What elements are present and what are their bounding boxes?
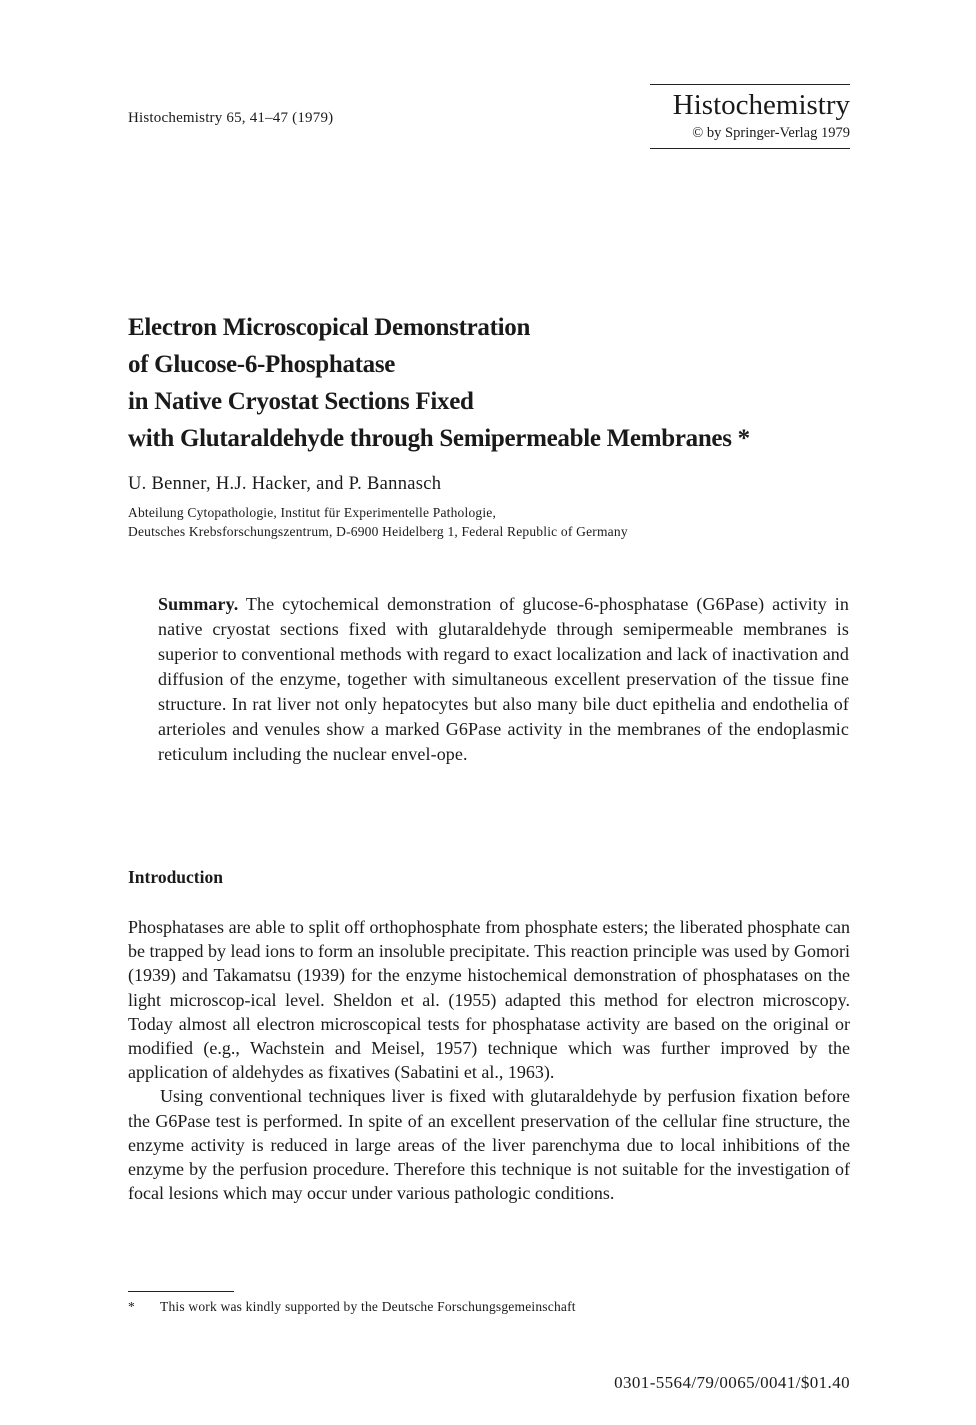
- affiliation-line: Abteilung Cytopathologie, Institut für Experimentelle Pathologie,: [128, 505, 497, 520]
- price-code: 0301-5564/79/0065/0041/$01.40: [614, 1373, 850, 1392]
- affiliation-line: Deutsches Krebsforschungszentrum, D-6900 Heidelberg 1, Federal Republic of Germany: [128, 524, 628, 539]
- masthead-bottom-rule: [650, 148, 850, 149]
- summary-abstract: [158, 592, 849, 767]
- summary-text: The cytochemical demonstration of glucose-6-phosphatase (G6Pase) activity in native cryostat sections fixed with glutaraldehyde through semipermeable membranes is superior to conventional methods with regard to exact localization and lack of inactivation and diffusion of the enzyme, together with simultaneous excellent preservation of the tissue fine structure. In rat liver not only hepatocytes but also many bile duct epithelia and endothelia of arterioles and venules show a marked G6Pase activity in the membranes of the endoplasmic reticulum including the nuclear envel-ope.: [158, 594, 849, 764]
- title-line: in Native Cryostat Sections Fixed: [128, 388, 474, 415]
- masthead-top-rule: [650, 84, 850, 85]
- body-paragraph: Phosphatases are able to split off orthophosphate from phosphate esters; the liberated phosphate can be trapped by lead ions to form an insoluble precipitate. This reaction principle was used by Gomori (1939) and Takamatsu (1939) for the enzyme histochemical demonstration of phosphatases on the light microscop-ical level. Sheldon et al. (1955) adapted this method for electron microscopy. Today almost all electron microscopical tests for phosphatase activity are based on the original or modified (e.g., Wachstein and Meisel, 1957) technique which was further improved by the application of aldehydes as fixatives (Sabatini et al., 1963).: [128, 917, 850, 1083]
- footnote-rule: [128, 1291, 234, 1292]
- introduction-body: [128, 915, 850, 1205]
- journal-name: Histochemistry: [672, 89, 850, 121]
- title-line: Electron Microscopical Demonstration: [128, 314, 531, 341]
- title-line: with Glutaraldehyde through Semipermeable Membranes *: [128, 425, 750, 452]
- footnote-marker: *: [128, 1299, 135, 1314]
- affiliation: [128, 503, 848, 541]
- footnote: [128, 1299, 576, 1315]
- footnote-text: This work was kindly supported by the Deutsche Forschungsgemeinschaft: [160, 1299, 576, 1314]
- journal-citation: Histochemistry 65, 41–47 (1979): [128, 110, 334, 126]
- section-heading-introduction: Introduction: [128, 867, 223, 887]
- article-title: [128, 309, 848, 457]
- title-line: of Glucose-6-Phosphatase: [128, 351, 396, 378]
- copyright-notice: © by Springer-Verlag 1979: [692, 125, 850, 141]
- body-paragraph: Using conventional techniques liver is fixed with glutaraldehyde by perfusion fixation before the G6Pase test is performed. In spite of an excellent preservation of the cellular fine structure, the enzyme activity is reduced in large areas of the liver parenchyma due to local inhibitions of the enzyme by the perfusion procedure. Therefore this technique is not suitable for the investigation of focal lesions which may occur under various pathologic conditions.: [128, 1086, 850, 1204]
- journal-masthead: [650, 84, 850, 149]
- author-list: U. Benner, H.J. Hacker, and P. Bannasch: [128, 474, 442, 494]
- summary-lead: Summary.: [158, 594, 239, 614]
